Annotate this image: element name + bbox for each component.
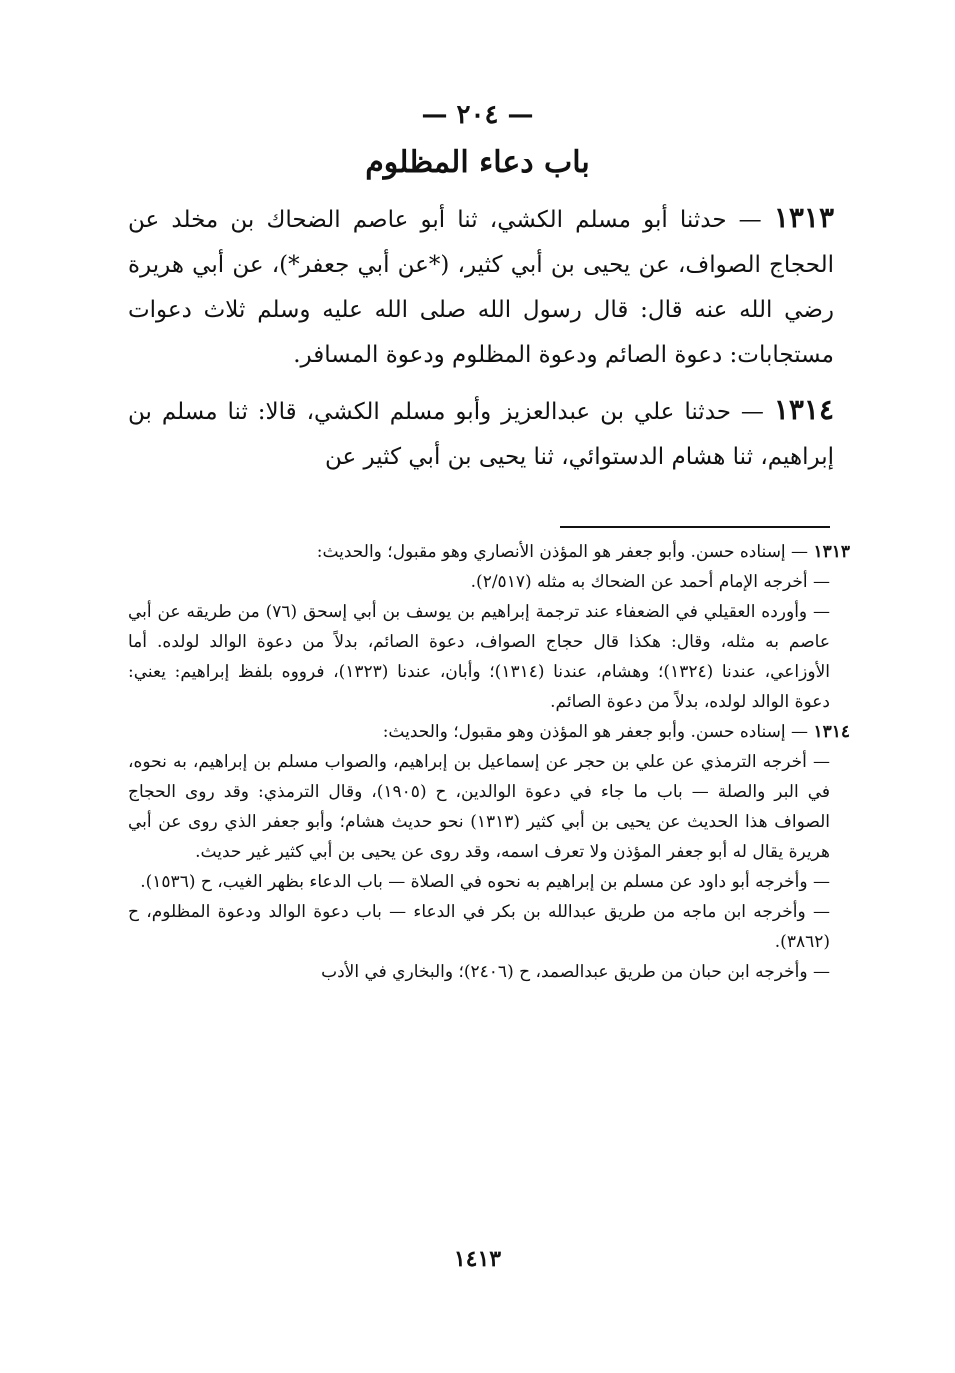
footnote-1313-head xyxy=(128,537,850,567)
footnote-text: — إسناده حسن. وأبو جعفر هو المؤذن الأنصاري وهو مقبول؛ والحديث: xyxy=(316,542,809,562)
footnote-item: — وأخرجه ابن حبان من طريق عبدالصمد، ح (٢٤٠٦)؛ والبخاري في الأدب xyxy=(321,962,830,982)
footnote-item: — وأخرجه أبو داود عن مسلم بن إبراهيم به نحوه في الصلاة — باب الدعاء بظهر الغيب، ح (١٥٣٦). xyxy=(140,872,830,892)
footnote-item: — وأخرجه ابن ماجه من طريق عبدالله بن بكر في الدعاء — باب دعوة الوالد ودعوة المظلوم، ح (٣٨٦٢). xyxy=(128,902,830,952)
hadith-number: ١٣١٣ xyxy=(773,201,834,234)
main-text xyxy=(128,195,834,489)
footnote-separator xyxy=(560,526,830,528)
footnote-1314-head xyxy=(128,717,850,747)
footnotes xyxy=(128,537,850,987)
chapter-number: — ٢٠٤ — xyxy=(421,100,534,130)
footnote-text: — إسناده حسن. وأبو جعفر هو المؤذن وهو مقبول؛ والحديث: xyxy=(382,722,809,742)
footnote-item: — وأورده العقيلي في الضعفاء عند ترجمة إبراهيم بن يوسف بن أبي إسحق (٧٦) من طريقه عن أبي عاصم به مثله، وقال: هكذا قال حجاج الصواف، دعوة الصائم، بدلاً من دعوة الوالد لولده. أما الأوزاعي، عندنا (١٣٢٤)؛ وهشام، عندنا (١٣١٤)؛ وأبان، عندنا (١٣٢٣)، فرووه بلفظ إبراهيم: يعني: دعوة الوالد لولده، بدلاً من دعوة الصائم. xyxy=(128,602,830,712)
hadith-1313 xyxy=(128,195,834,378)
hadith-1314 xyxy=(128,387,834,480)
footnote-item: — أخرجه الإمام أحمد عن الضحاك به مثله (٢/٥١٧). xyxy=(470,572,830,592)
hadith-text: — حدثنا أبو مسلم الكشي، ثنا أبو عاصم الضحاك بن مخلد عن الحجاج الصواف، عن يحيى بن أبي كثير، (*عن أبي جعفر*)، عن أبي هريرة رضي الله عنه قال: قال رسول الله صلى الله عليه وسلم ثلاث دعوات مستجابات: دعوة الصائم ودعوة المظلوم ودعوة المسافر. xyxy=(128,207,834,368)
chapter-title: باب دعاء المظلوم xyxy=(365,145,590,180)
footnote-item: — أخرجه الترمذي عن علي بن حجر عن إسماعيل بن إبراهيم، والصواب مسلم بن إبراهيم، به نحوه، في البر والصلة — باب ما جاء في دعوة الوالدين، ح (١٩٠٥)، وقال الترمذي: وقد روى الحجاج الصواف هذا الحديث عن يحيى بن أبي كثير (١٣١٣) نحو حديث هشام؛ وأبو جعفر الذي روى عن أبي هريرة يقال له أبو جعفر المؤذن ولا تعرف اسمه، وقد روى عن يحيى بن أبي كثير غير حديث. xyxy=(128,752,830,862)
footnote-number: ١٣١٣ xyxy=(813,542,850,562)
hadith-number: ١٣١٤ xyxy=(773,393,834,426)
footnote-number: ١٣١٤ xyxy=(813,722,850,742)
page-number: ١٤١٣ xyxy=(453,1246,502,1272)
hadith-text: — حدثنا علي بن عبدالعزيز وأبو مسلم الكشي، قالا: ثنا مسلم بن إبراهيم، ثنا هشام الدستوائي، ثنا يحيى بن أبي كثير عن xyxy=(128,399,834,470)
